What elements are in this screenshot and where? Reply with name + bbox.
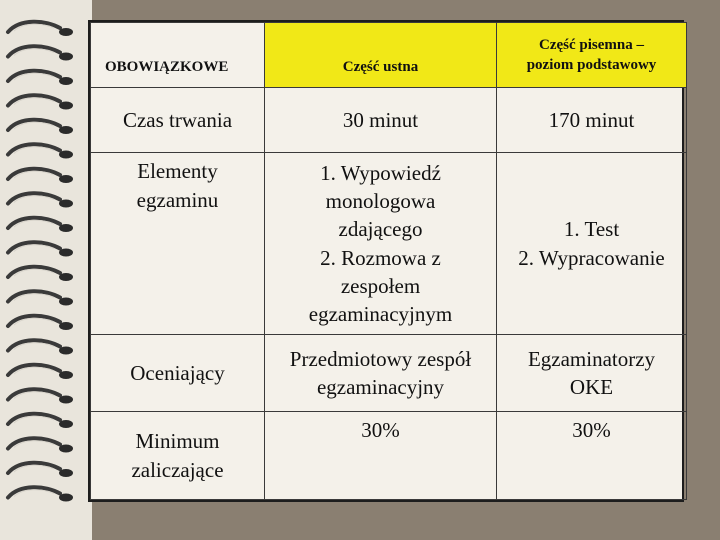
table-row (91, 412, 687, 500)
table-header-row (91, 23, 687, 88)
spiral-binding (0, 0, 92, 540)
binding-ring (8, 463, 73, 477)
oral-cell: 1. Wypowiedź monologowa zdającego 2. Rozmowa z zespołem egzaminacyjnym (265, 153, 497, 334)
oral-cell: 30% (265, 412, 497, 500)
written-cell: Egzaminatorzy OKE (497, 334, 687, 411)
binding-ring (8, 340, 73, 354)
binding-ring (8, 487, 73, 501)
binding-ring (8, 71, 73, 85)
written-cell: 30% (497, 412, 687, 500)
binding-ring (8, 389, 73, 403)
binding-ring (8, 438, 73, 452)
binding-ring (8, 22, 73, 36)
row-label: Czas trwania (91, 88, 265, 153)
oral-cell: Przedmiotowy zespół egzaminacyjny (265, 334, 497, 411)
row-label: Elementy egzaminu (91, 153, 265, 334)
binding-ring (8, 291, 73, 305)
binding-ring (8, 316, 73, 330)
written-cell: 170 minut (497, 88, 687, 153)
binding-ring (8, 169, 73, 183)
exam-table (88, 20, 684, 502)
binding-ring (8, 46, 73, 60)
binding-ring (8, 365, 73, 379)
table-row (91, 334, 687, 411)
header-oral-part: Część ustna (265, 23, 497, 88)
binding-ring (8, 95, 73, 109)
binding-ring (8, 193, 73, 207)
row-label: Oceniający (91, 334, 265, 411)
binding-ring (8, 218, 73, 232)
table-row (91, 88, 687, 153)
binding-ring (8, 242, 73, 256)
row-label: Minimum zaliczające (91, 412, 265, 500)
binding-ring (8, 144, 73, 158)
oral-cell: 30 minut (265, 88, 497, 153)
header-obowiazkowe: OBOWIĄZKOWE (91, 23, 265, 88)
header-written-part: Część pisemna – poziom podstawowy (497, 23, 687, 88)
written-cell: 1. Test 2. Wypracowanie (497, 153, 687, 334)
binding-ring (8, 414, 73, 428)
binding-ring (8, 267, 73, 281)
table-row (91, 153, 687, 334)
binding-ring (8, 120, 73, 134)
